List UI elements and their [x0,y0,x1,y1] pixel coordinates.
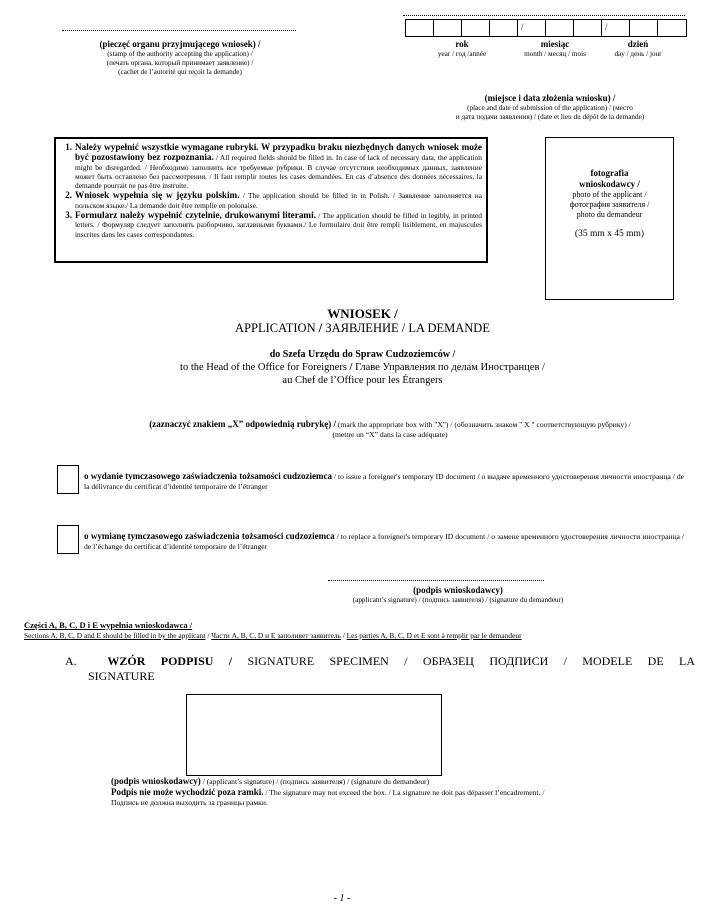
place-sub-2: и дата подачи заявления) / (date et lieu du dépôt de la demande) [455,113,645,121]
stamp-ru: (печать органа, который принимает заявление) / [106,59,254,67]
photo-box[interactable] [545,137,674,300]
addressee-fr: au Chef de l’Office pour les Étrangers [282,375,443,386]
month-digit-2[interactable] [574,20,602,36]
instruction-lead: Formularz należy wypełnić czytelnie, drukowanymi literami. [75,210,316,221]
month-caption [520,39,590,59]
year-label: rok [455,39,469,49]
sections-sep-2: / [340,631,347,640]
mark-line-2: (mettre un “X” dans la case adéquate) [332,430,448,439]
mark-rest: (mark the appropriate box with "X") / (обозначить знаком " X " соответствующую рубрику) / [335,420,631,429]
day-sub: day / день / jour [614,50,662,58]
option-lead: o wydanie tymczasowego zaświadczenia tożsamości cudzoziemca [84,471,332,481]
year-digit-2[interactable] [434,20,462,36]
option-replace-text [84,531,684,552]
title-sub [100,321,625,336]
issue-id-checkbox[interactable] [57,465,79,494]
sections-fr: Les parties A, B, C, D et E sont à remplir par le demandeur [346,631,522,640]
photo-title-2: wnioskodawcy / [579,179,640,189]
day-digit-1[interactable] [630,20,658,36]
document-title [100,306,625,336]
applicant-signature-line[interactable] [328,580,544,581]
instruction-number: 1. [65,142,72,152]
sections-ru: Части A, B, C, D и E заполняет заявитель [211,631,341,640]
mark-lead: (zaznaczyć znakiem „X” odpowiednią rubrykę) / [149,419,336,429]
date-separator-1: / [518,20,546,36]
month-digit-1[interactable] [546,20,574,36]
section-a-rest: SIGNATURE SPECIMEN / ОБРАЗЕЦ ПОДПИСИ / MODELE DE LA [232,654,696,668]
day-caption [596,39,680,59]
specimen-line-3: Подпись не должна выходить за границы рамки. [111,798,268,807]
specimen-lead: (podpis wnioskodawcy) [111,776,201,786]
instruction-number: 2. [65,190,72,201]
section-a-heading [65,654,695,684]
day-label: dzień [627,39,649,49]
addressee [100,348,625,387]
title-sub-b: ЗАЯВЛЕНИЕ / LA DEMANDE [322,321,490,335]
instruction-1 [62,142,482,190]
option-issue-text [84,471,684,492]
place-title: (miejsce i data złożenia wniosku) / [484,93,616,103]
specimen-caption [111,776,691,808]
specimen-lead-2: Podpis nie może wychodzić poza ramki. [111,787,264,797]
date-grid [405,19,687,37]
year-caption [420,39,504,59]
photo-size: (35 mm x 45 mm) [574,229,645,239]
day-digit-2[interactable] [658,20,686,36]
photo-sub-2: фотография заявителя / [569,200,650,209]
instruction-lead: Wniosek wypełnia się w języku polskim. [75,190,240,201]
applicant-signature-caption [300,585,616,605]
year-digit-1[interactable] [406,20,434,36]
instruction-text: / The application should be filled in in Polish. / Заявление заполняется на польском языке./ La demande doit être remplie en polonaise. [75,191,483,210]
addressee-en-b: Главе Управления по делам Иностранцев / [352,362,545,373]
date-separator-2: / [602,20,630,36]
stamp-en: (stamp of the authority accepting the application) / [107,50,253,58]
specimen-rest: / (applicant’s signature) / (подпись заявителя) / (signature du demandeur) [200,777,430,786]
option-rest: / to replace a foreigner's temporary ID document / о замене временного удостоверения личности иностранца / de l’échange du certificat d’identité temporaire de l’étranger [84,532,684,551]
year-digit-3[interactable] [462,20,490,36]
section-a-letter: A. [65,654,77,668]
stamp-fr: (cachet de l’autorité qui reçoit la demande) [118,68,242,76]
instruction-text: / All required fields should be filled in. In case of lack of necessary data, the application might be disregarded. / Необходимо заполнить все требуемые рубрики. В случае отсутствия необходимых данных, заявление может быть оставлено без рассмотрения. / Il faut remplir toutes les cases demandées. En cas d’absence des données nécessaires, la demande pourrait ne pas être instruite. [75,153,482,191]
place-date-caption [400,93,700,122]
signature-specimen-box[interactable] [186,694,442,776]
specimen-rest-2: / The signature may not exceed the box. / La signature ne doit pas dépasser l’encadrement. / [263,788,545,797]
month-label: miesiąc [540,39,570,49]
page-number: - 1 - [333,893,351,904]
month-sub: month / месяц / mois [524,50,586,58]
addressee-en [100,361,625,374]
applicant-signature-title: (podpis wnioskodawcy) [413,585,503,595]
addressee-en-a: to the Head of the Office for Foreigners [180,362,350,373]
section-a-lead: WZÓR PODPISU / [107,654,233,668]
place-sub-1: (place and date of submission of the application) / (место [467,104,633,112]
addressee-pl: do Szefa Urzędu do Spraw Cudzoziemców / [269,349,456,360]
date-dotted-line [403,15,685,16]
sections-en: Sections A, B, C, D and E should be filled in by the applicant [24,631,206,640]
sections-lead: Części A, B, C, D i E wypełnia wnioskodawca / [24,620,193,630]
addressee-slash: / [349,362,353,373]
instructions-box [54,137,488,263]
photo-sub-1: photo of the applicant / [572,190,647,199]
sections-sep-1: / [205,631,212,640]
year-digit-4[interactable] [490,20,518,36]
title-main: WNIOSEK / [327,306,398,321]
stamp-title: (pieczęć organu przyjmującego wniosek) / [99,39,261,49]
sections-note [24,620,714,641]
year-sub: year / год /année [437,50,487,58]
instruction-3 [62,210,482,239]
section-a-line-2: SIGNATURE [88,669,155,683]
mark-instruction [60,419,720,440]
title-sub-a: APPLICATION [235,321,319,335]
instruction-lead: Należy wypełnić wszystkie wymagane rubryki. W przypadku braku niezbędnych danych wniosek może być pozostawiony bez rozpoznania. [75,142,482,163]
photo-title-1: fotografia [590,168,629,178]
instruction-2 [62,190,482,210]
option-rest: / to issue a foreigner's temporary ID document / о выдаче временного удостоверения личности иностранца / de la délivrance du certificat d’identité temporaire de l’étranger [84,472,684,491]
option-lead: o wymianę tymczasowego zaświadczenia tożsamości cudzoziemca [84,531,335,541]
replace-id-checkbox[interactable] [57,525,79,554]
stamp-caption [40,39,320,77]
photo-sub-3: photo du demandeur [576,210,643,219]
instruction-number: 3. [65,210,72,221]
stamp-dotted-line [62,30,296,31]
applicant-signature-sub: (applicant’s signature) / (подпись заявителя) / (signature du demandeur) [352,596,564,604]
instruction-text: / The application should be filled in legibly, in printed letters. / Формуляр следует заполнять разборчиво, заглавными буквами./ Le formulaire doit être rempli lisiblement, en majuscules inscrites dans les cases correspondantes. [75,211,482,239]
title-sub-slash: / [318,321,323,335]
